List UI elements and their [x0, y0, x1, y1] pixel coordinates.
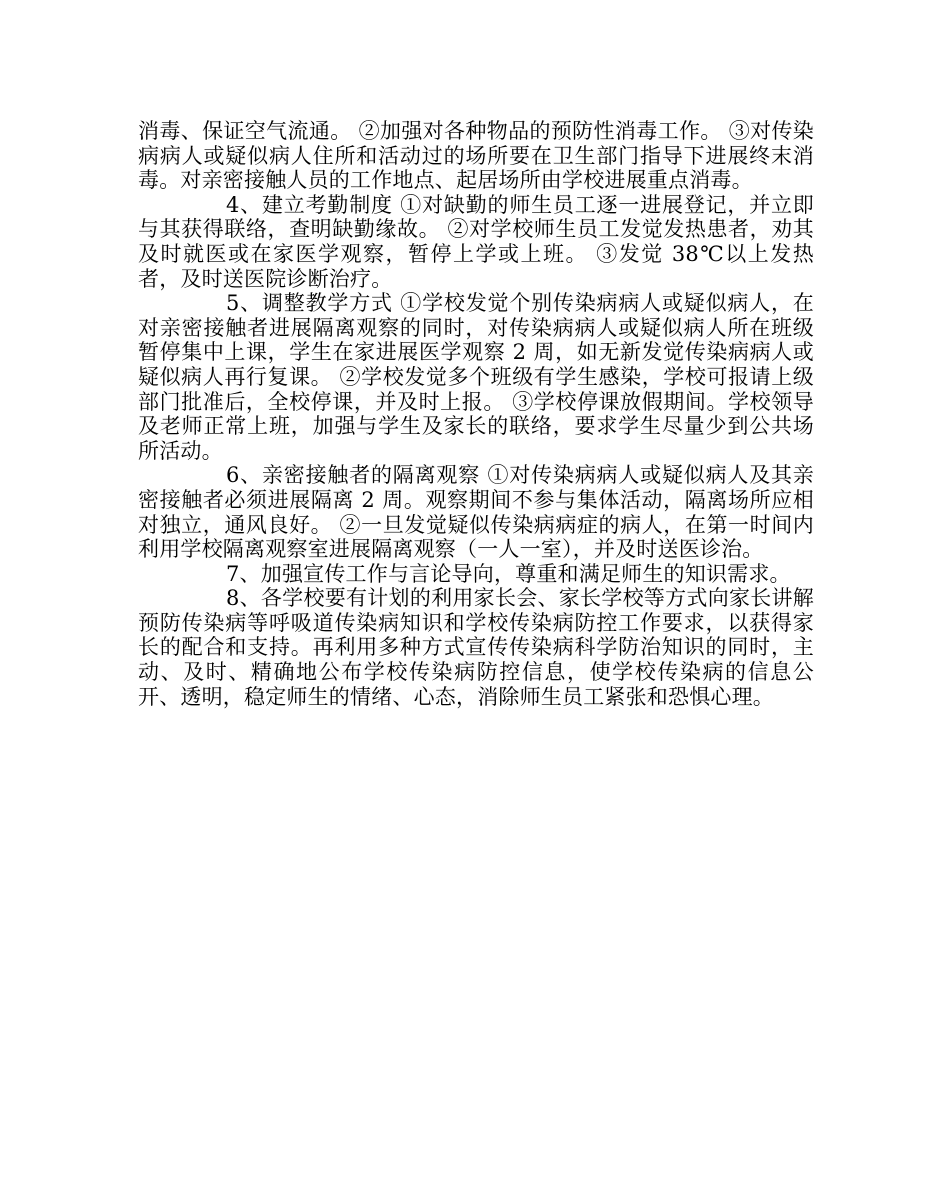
- paragraph-publicity-work: 7、加强宣传工作与言论导向，尊重和满足师生的知识需求。: [226, 561, 791, 586]
- paragraph-disinfection-continued: 消毒、保证空气流通。 ②加强对各种物品的预防性消毒工作。 ③对传染病病人或疑似病人住所和活动过的场所要在卫生部门指导下进展终末消毒。对亲密接触人员的工作地点、起居场所由学校进展重点消毒。: [138, 119, 814, 193]
- paragraph-isolation-observation: 6、亲密接触者的隔离观察 ①对传染病病人或疑似病人及其亲密接触者必须进展隔离 2 周。观察期间不参与集体活动，隔离场所应相对独立，通风良好。 ②一旦发觉疑似传染病病症的病人，在第一时间内利用学校隔离观察室进展隔离观察（一人一室），并及时送医诊治。: [138, 463, 814, 562]
- paragraph-parent-education: 8、各学校要有计划的利用家长会、家长学校等方式向家长讲解预防传染病等呼吸道传染病知识和学校传染病防控工作要求，以获得家长的配合和支持。再利用多种方式宣传传染病科学防治知识的同时，主动、及时、精确地公布学校传染病防控信息，使学校传染病的信息公开、透明，稳定师生的情绪、心态，消除师生员工紧张和恐惧心理。: [138, 586, 814, 709]
- paragraph-teaching-adjustment: 5、调整教学方式 ①学校发觉个别传染病病人或疑似病人，在对亲密接触者进展隔离观察的同时，对传染病病人或疑似病人所在班级暂停集中上课，学生在家进展医学观察 2 周，如无新发觉传染病病人或疑似病人再行复课。 ②学校发觉多个班级有学生感染，学校可报请上级部门批准后，全校停课，并及时上报。 ③学校停课放假期间。学校领导及老师正常上班，加强与学生及家长的联络，要求学生尽量少到公共场所活动。: [138, 291, 814, 463]
- paragraph-attendance-system: 4、建立考勤制度 ①对缺勤的师生员工逐一进展登记，并立即与其获得联络，查明缺勤缘故。 ②对学校师生员工发觉发热患者，劝其及时就医或在家医学观察，暂停上学或上班。 ③发觉 38℃以上发热者，及时送医院诊断治疗。: [138, 192, 814, 291]
- document-body: [138, 119, 814, 709]
